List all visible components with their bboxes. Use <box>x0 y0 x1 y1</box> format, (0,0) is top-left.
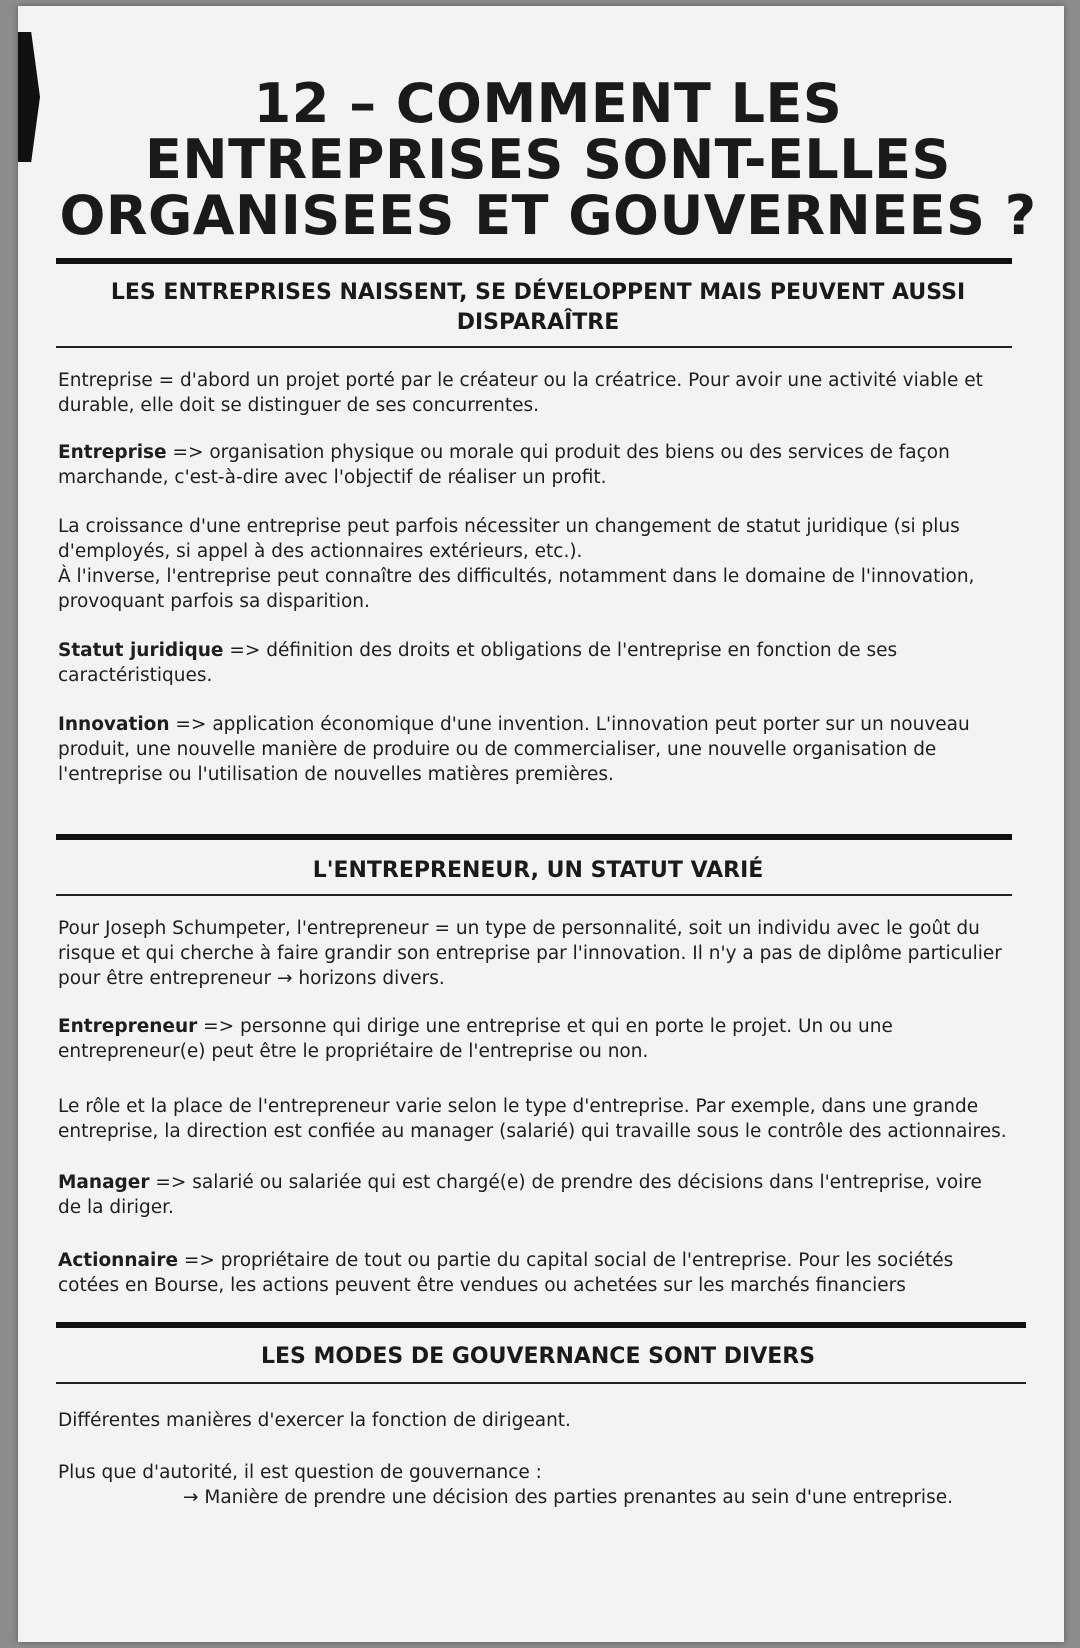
section-2-bottom-rule <box>56 894 1012 896</box>
page-title: 12 – COMMENT LES ENTREPRISES SONT-ELLES ORGANISEES ET GOUVERNEES ? <box>59 72 1037 247</box>
section-3-paragraph-2: Plus que d'autorité, il est question de gouvernance : → Manière de prendre une décision des parties prenantes au sein d'une entreprise. <box>58 1462 953 1508</box>
section-2-paragraph-2: Entrepreneur => personne qui dirige une entreprise et qui en porte le projet. Un ou une entrepreneur(e) peut être le propriétaire de l'entreprise ou non. <box>58 1016 893 1062</box>
term-statut-juridique: Statut juridique <box>58 640 224 661</box>
term-manager: Manager <box>58 1172 150 1193</box>
section-3-bottom-rule <box>56 1382 1026 1384</box>
document-page <box>18 6 1064 1642</box>
section-2-paragraph-5: Actionnaire => propriétaire de tout ou partie du capital social de l'entreprise. Pour les sociétés cotées en Bourse, les actions peuvent être vendues ou achetées sur les marchés financiers <box>58 1250 954 1296</box>
section-1-paragraph-3: La croissance d'une entreprise peut parfois nécessiter un changement de statut juridique (si plus d'employés, si appel à des actionnaires extérieurs, etc.). À l'inverse, l'entreprise peut connaître des difficultés, notamment dans le domaine de l'innovation, provoquant parfois sa disparition. <box>58 516 975 612</box>
section-3-paragraph-1: Différentes manières d'exercer la fonction de dirigeant. <box>58 1410 571 1431</box>
section-2-heading: L'ENTREPRENEUR, UN STATUT VARIÉ <box>312 858 764 883</box>
section-3-top-rule <box>56 1322 1026 1328</box>
section-1-paragraph-5: Innovation => application économique d'une invention. L'innovation peut porter sur un nouveau produit, une nouvelle manière de produire ou de commercialiser, une nouvelle organisation de l'entreprise ou l'utilisation de nouvelles matières premières. <box>58 714 970 785</box>
section-2-paragraph-4: Manager => salarié ou salariée qui est chargé(e) de prendre des décisions dans l'entreprise, voire de la diriger. <box>58 1172 982 1218</box>
page-tab-marker <box>18 32 40 162</box>
section-1-top-rule <box>56 258 1012 264</box>
term-entreprise: Entreprise <box>58 442 167 463</box>
section-1-heading: LES ENTREPRISES NAISSENT, SE DÉVELOPPENT MAIS PEUVENT AUSSI DISPARAÎTRE <box>110 280 966 335</box>
section-1-paragraph-2: Entreprise => organisation physique ou morale qui produit des biens ou des services de façon marchande, c'est-à-dire avec l'objectif de réaliser un profit. <box>58 442 950 488</box>
term-innovation: Innovation <box>58 714 170 735</box>
section-1-paragraph-1: Entreprise = d'abord un projet porté par le créateur ou la créatrice. Pour avoir une activité viable et durable, elle doit se distinguer de ses concurrentes. <box>58 370 983 416</box>
term-actionnaire: Actionnaire <box>58 1250 179 1271</box>
section-1-bottom-rule <box>56 346 1012 348</box>
section-1-paragraph-4: Statut juridique => définition des droits et obligations de l'entreprise en fonction de ses caractéristiques. <box>58 640 898 686</box>
section-3-heading: LES MODES DE GOUVERNANCE SONT DIVERS <box>260 1344 816 1369</box>
section-2-paragraph-3: Le rôle et la place de l'entrepreneur varie selon le type d'entreprise. Par exemple, dans une grande entreprise, la direction est confiée au manager (salarié) qui travaille sous le contrôle des actionnaires. <box>58 1096 1007 1142</box>
governance-definition: → Manière de prendre une décision des parties prenantes au sein d'une entreprise. <box>183 1487 953 1508</box>
term-entrepreneur: Entrepreneur <box>58 1016 198 1037</box>
section-2-top-rule <box>56 834 1012 840</box>
section-2-paragraph-1: Pour Joseph Schumpeter, l'entrepreneur = un type de personnalité, soit un individu avec le goût du risque et qui cherche à faire grandir son entreprise par l'innovation. Il n'y a pas de diplôme particulier pour être entrepreneur → horizons divers. <box>58 918 1002 989</box>
